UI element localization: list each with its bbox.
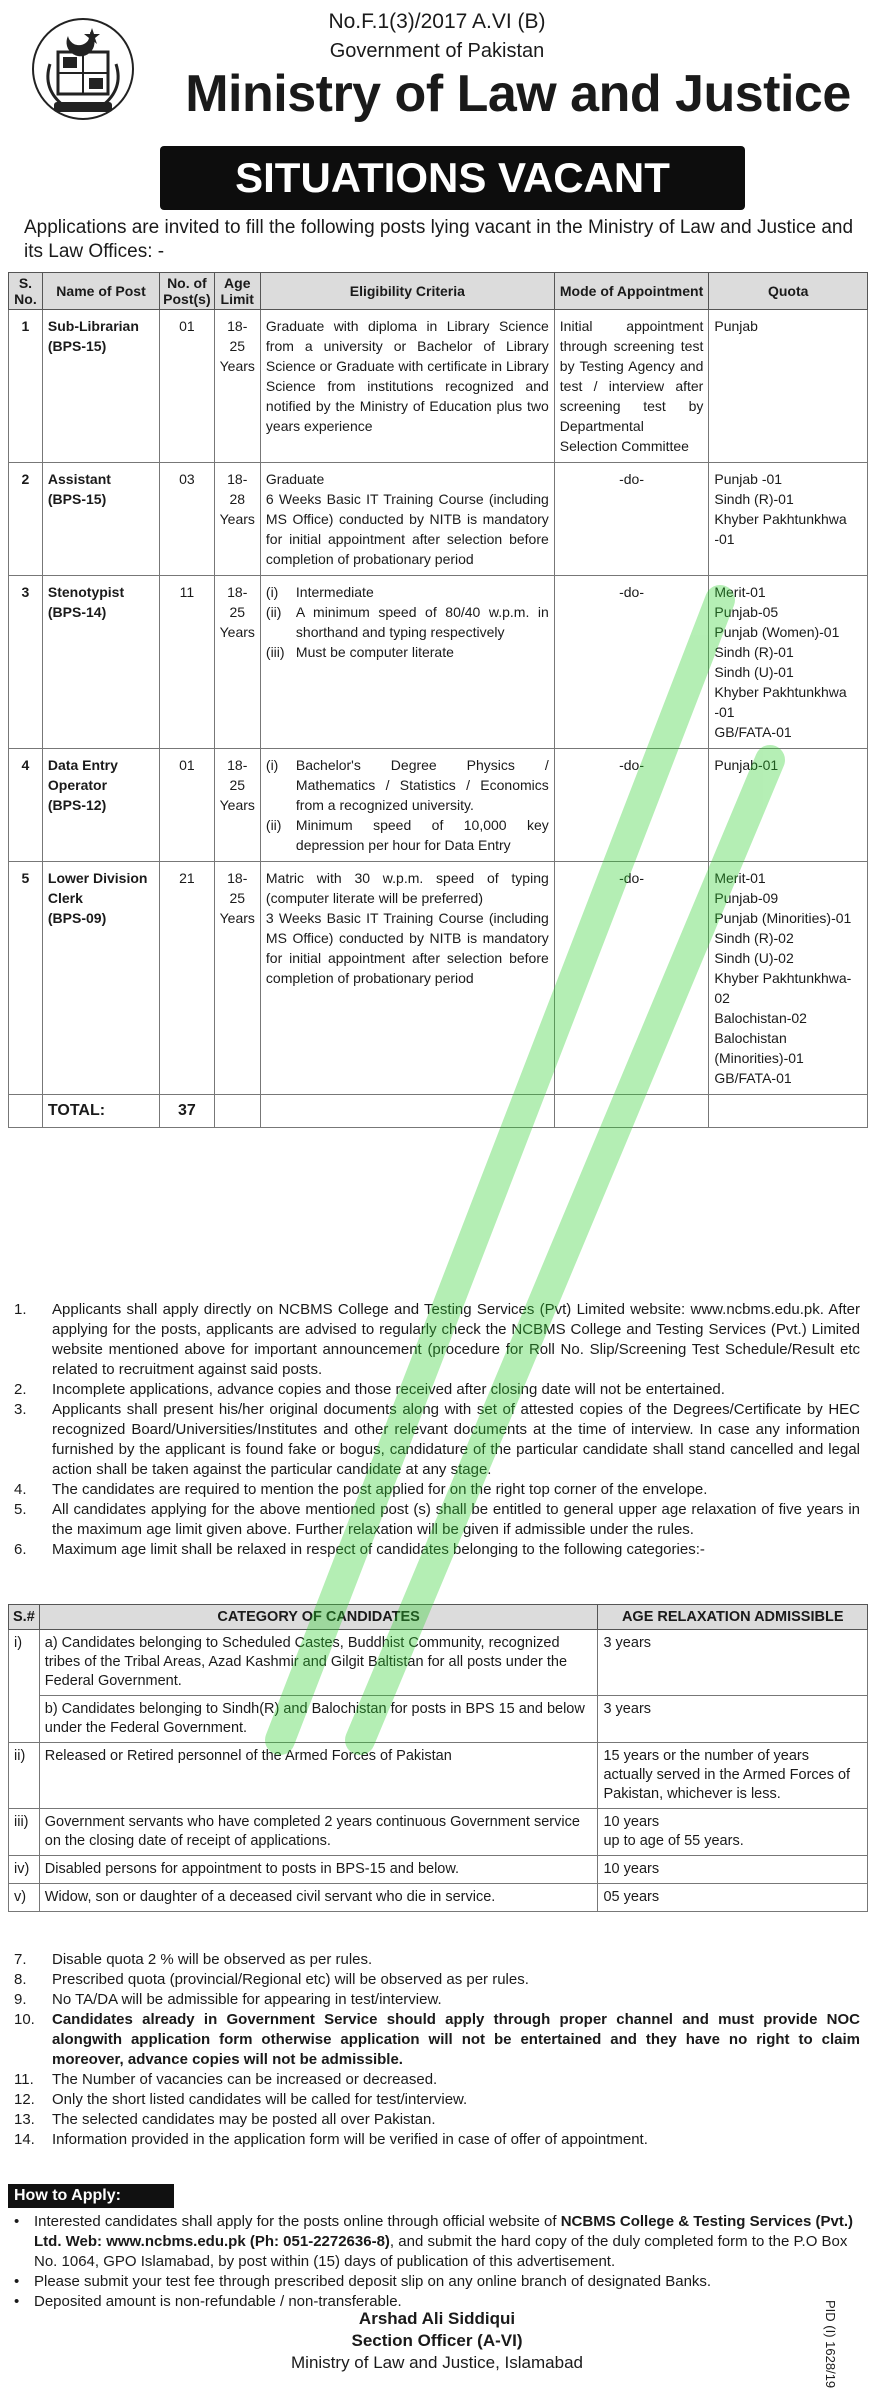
post-title: Lower Division Clerk (47, 870, 148, 906)
note-text: Information provided in the application form will be verified in case of offer of appointment. (52, 2131, 648, 2148)
post-title: Sub-Librarian (47, 318, 139, 334)
post-name (42, 749, 159, 862)
note-item (14, 1380, 860, 1400)
quota-item: Khyber Pakhtunkhwa -01 (714, 684, 847, 720)
criteria-item-text: Minimum speed of 10,000 key depression per hour for Data Entry (295, 817, 549, 853)
quota-item: GB/FATA-01 (714, 1070, 792, 1086)
ncbms-contact: NCBMS College & Testing Services (Pvt.) Ltd. Web: www.ncbms.edu.pk (Ph: 051-2272636-8) (34, 2213, 854, 2250)
post-sno: 3 (9, 576, 43, 749)
category-row (9, 1743, 868, 1809)
note-text: The candidates are required to mention the post applied for on the right top corner of the envelope. (52, 1481, 708, 1498)
category-relax: 3 years (598, 1696, 868, 1743)
quota-item: Punjab -01 (714, 471, 783, 487)
note-text: Applicants shall apply directly on NCBMS College and Testing Services (Pvt) Limited website: www.ncbms.edu.pk. After applying for the posts, applicants are advised to regularly check the NCBMS College and Testing Services (Pvt.) Limited website mentioned above for important announcement (procedure for Roll No. Slip/Screening Test Schedule/Result etc related to recruitment against said posts. (52, 1301, 860, 1378)
note-number: 1. (14, 1301, 27, 1318)
how-to-item-text (34, 2212, 860, 2272)
quota-item: Punjab (714, 318, 758, 334)
criteria-item (266, 755, 549, 815)
post-count: 21 (160, 862, 214, 1095)
post-title: Stenotypist (47, 584, 125, 600)
note-text: Only the short listed candidates will be called for test/interview. (52, 2091, 468, 2108)
category-row (9, 1856, 868, 1884)
criteria-item-number: (ii) (265, 817, 282, 833)
how-to-item (14, 2272, 860, 2292)
category-relax (598, 1743, 868, 1809)
post-count: 11 (160, 576, 214, 749)
quota-item: Punjab-05 (714, 604, 779, 620)
quota-item: Punjab-09 (714, 890, 779, 906)
bullet-icon: • (14, 2293, 20, 2310)
quota-item: Sindh (R)-02 (714, 930, 794, 946)
category-sno: i) (9, 1630, 40, 1743)
posts-table-header (9, 273, 868, 310)
category-text: Released or Retired personnel of the Armed Forces of Pakistan (39, 1743, 598, 1809)
post-row (9, 749, 868, 862)
government-title: Government of Pakistan (329, 40, 545, 62)
criteria-item (266, 642, 549, 662)
note-number: 3. (14, 1401, 27, 1418)
quota-item: Punjab (Minorities)-01 (714, 910, 852, 926)
how-to-apply-list (14, 2212, 860, 2312)
how-to-item1-part1: Interested candidates shall apply for the posts online through official website of (34, 2213, 561, 2230)
quota-item: Balochistan-02 (714, 1010, 807, 1026)
post-row (9, 862, 868, 1095)
note-number: 11. (14, 2071, 34, 2088)
criteria-line: Matric with 30 w.p.m. speed of typing (computer literate will be preferred) (265, 870, 549, 906)
total-value: 37 (160, 1095, 214, 1128)
category-text: a) Candidates belonging to Scheduled Castes, Buddhist Community, recognized tribes of the Tribal Areas, Azad Kashmir and Gilgit Baltistan for all posts under the Federal Government. (39, 1630, 598, 1696)
post-name (42, 310, 159, 463)
quota-item: Khyber Pakhtunkhwa-02 (714, 970, 852, 1006)
how-to-apply-heading: How to Apply: (8, 2184, 174, 2208)
header-mode: Mode of Appointment (554, 273, 709, 310)
post-age: 18-25 Years (214, 310, 260, 463)
reference-number: No.F.1(3)/2017 A.VI (B) (328, 10, 546, 33)
post-sno: 1 (9, 310, 43, 463)
header-age: Age Limit (214, 273, 260, 310)
post-name (42, 463, 159, 576)
category-relax: 3 years (598, 1630, 868, 1696)
post-quota (709, 862, 868, 1095)
total-row (9, 1095, 868, 1128)
posts-table (8, 272, 868, 1128)
post-bps: (BPS-15) (47, 491, 107, 507)
category-sno: ii) (9, 1743, 40, 1809)
quota-item: Punjab (Women)-01 (714, 624, 840, 640)
criteria-line: 3 Weeks Basic IT Training Course (including MS Office) conducted by NITB is mandatory for initial appointment after selection before completion of probationary period (265, 910, 549, 986)
bullet-icon: • (14, 2213, 20, 2230)
category-text: Government servants who have completed 2 years continuous Government service on the closing date of receipt of applications. (39, 1809, 598, 1856)
category-relax-line: 15 years or the number of years actually served in the Armed Forces of Pakistan, whichever is less. (603, 1748, 851, 1802)
post-name (42, 862, 159, 1095)
category-row (9, 1809, 868, 1856)
note-number: 2. (14, 1381, 27, 1398)
category-sno: iv) (9, 1856, 40, 1884)
header-name: Name of Post (42, 273, 159, 310)
post-sno: 4 (9, 749, 43, 862)
criteria-item-text: A minimum speed of 80/40 w.p.m. in shorthand and typing respectively (295, 604, 549, 640)
note-item (14, 2130, 860, 2150)
header-posts: No. of Post(s) (160, 273, 214, 310)
post-title: Assistant (47, 471, 111, 487)
category-row (9, 1696, 868, 1743)
note-number: 9. (14, 1991, 27, 2008)
criteria-item (266, 602, 549, 642)
note-text: Maximum age limit shall be relaxed in respect of candidates belonging to the following categories:- (52, 1541, 705, 1558)
category-relax-line: up to age of 55 years. (603, 1833, 744, 1849)
criteria-item-number: (ii) (265, 604, 282, 620)
quota-item: Khyber Pakhtunkhwa -01 (714, 511, 847, 547)
post-mode: -do- (554, 749, 709, 862)
quota-item: Punjab-01 (714, 757, 779, 773)
note-text: Applicants shall present his/her original documents along with set of attested copies of the Degrees/Certificate by HEC recognized Board/Universities/Institutes and other relevant documents at the time of interview. In case any information furnished by the applicant is found fake or bogus, candidature of the particular candidate shall stand cancelled and legal action shall be taken against the particular candidate at any stage. (52, 1401, 860, 1478)
quota-item: Merit-01 (714, 870, 766, 886)
note-text: All candidates applying for the above mentioned post (s) shall be entitled to general upper age relaxation of five years in the maximum age limit given above. Further relaxation will be given if admissible under the rules. (52, 1501, 860, 1538)
post-row (9, 576, 868, 749)
note-number: 4. (14, 1481, 27, 1498)
note-number: 14. (14, 2131, 35, 2148)
signatory-title: Section Officer (A-VI) (351, 2331, 523, 2350)
post-age: 18-25 Years (214, 576, 260, 749)
note-number: 6. (14, 1541, 27, 1558)
post-count: 03 (160, 463, 214, 576)
quota-item: Sindh (R)-01 (714, 644, 794, 660)
post-name (42, 576, 159, 749)
note-number: 5. (14, 1501, 27, 1518)
cat-header-category: CATEGORY OF CANDIDATES (39, 1605, 598, 1630)
header-sno: S. No. (9, 273, 43, 310)
notes-list (14, 1300, 860, 1560)
intro-paragraph: Applications are invited to fill the following posts lying vacant in the Ministry of Law and Justice and its Law Offices: - (24, 217, 854, 262)
situations-vacant-banner: SITUATIONS VACANT (160, 146, 745, 210)
note-item (14, 1970, 860, 1990)
post-mode: -do- (554, 576, 709, 749)
criteria-item-text: Intermediate (295, 584, 374, 600)
post-quota (709, 749, 868, 862)
criteria-line: Graduate with diploma in Library Science from a university or Bachelor of Library Science or Graduate with certificate in Library Science from institutions recognized and notified by the Ministry of Education plus two years experience (265, 318, 549, 434)
note-text: The selected candidates may be posted all over Pakistan. (52, 2111, 436, 2128)
post-age: 18-25 Years (214, 862, 260, 1095)
note-text: No TA/DA will be admissible for appearing in test/interview. (52, 1991, 442, 2008)
criteria-item-text: Must be computer literate (295, 644, 454, 660)
category-text: b) Candidates belonging to Sindh(R) and Balochistan for posts in BPS 15 and below under the Federal Government. (39, 1696, 598, 1743)
post-row (9, 463, 868, 576)
criteria-line: 6 Weeks Basic IT Training Course (including MS Office) conducted by NITB is mandatory for initial appointment after selection before completion of probationary period (265, 491, 549, 567)
category-relax (598, 1809, 868, 1856)
quota-item: Balochistan (Minorities)-01 (714, 1030, 804, 1066)
category-relax (598, 1884, 868, 1912)
how-to-item-text: Please submit your test fee through prescribed deposit slip on any online branch of designated Banks. (34, 2273, 712, 2290)
pid-number: PID (I) 1628/19 (823, 2300, 838, 2388)
quota-item: Sindh (U)-02 (714, 950, 794, 966)
header-criteria: Eligibility Criteria (260, 273, 554, 310)
category-relax-line: 05 years (603, 1889, 660, 1905)
signature-block (0, 2308, 874, 2374)
category-text: Disabled persons for appointment to posts in BPS-15 and below. (39, 1856, 598, 1884)
criteria-list (266, 582, 549, 662)
post-title: Data Entry Operator (47, 757, 118, 793)
note-number: 7. (14, 1951, 27, 1968)
quota-item: Sindh (R)-01 (714, 491, 794, 507)
quota-item: GB/FATA-01 (714, 724, 792, 740)
header-quota: Quota (709, 273, 868, 310)
note-item (14, 2070, 860, 2090)
note-text: Prescribed quota (provincial/Regional etc) will be observed as per rules. (52, 1971, 529, 1988)
note-text: Candidates already in Government Service should apply through proper channel and must provide NOC alongwith application form otherwise application will not be entertained and they have no right to claim moreover, advance copies will not be admissible. (52, 2011, 860, 2068)
criteria-item-text: Bachelor's Degree Physics / Mathematics / Statistics / Economics from a recognized university. (295, 757, 549, 813)
quota-item: Merit-01 (714, 584, 766, 600)
note-number: 8. (14, 1971, 27, 1988)
note-item (14, 1990, 860, 2010)
how-to-item-text: Deposited amount is non-refundable / non-transferable. (34, 2293, 402, 2310)
post-criteria (260, 576, 554, 749)
post-bps: (BPS-14) (47, 604, 107, 620)
post-quota (709, 576, 868, 749)
age-relaxation-table (8, 1604, 868, 1912)
age-relaxation-header (9, 1605, 868, 1630)
category-relax (598, 1856, 868, 1884)
note-item (14, 1480, 860, 1500)
post-quota (709, 463, 868, 576)
post-criteria (260, 749, 554, 862)
category-sno: iii) (9, 1809, 40, 1856)
note-item (14, 1540, 860, 1560)
category-relax-line: 10 years (603, 1814, 660, 1830)
criteria-item (266, 582, 549, 602)
criteria-item (266, 815, 549, 855)
post-criteria (260, 310, 554, 463)
note-item (14, 1400, 860, 1480)
post-age: 18-25 Years (214, 749, 260, 862)
post-sno: 2 (9, 463, 43, 576)
how-to-item (14, 2212, 860, 2272)
note-number: 13. (14, 2111, 35, 2128)
total-label: TOTAL: (42, 1095, 159, 1128)
bullet-icon: • (14, 2273, 20, 2290)
post-bps: (BPS-12) (47, 797, 107, 813)
quota-item: Sindh (U)-01 (714, 664, 794, 680)
category-row (9, 1630, 868, 1696)
post-bps: (BPS-09) (47, 910, 107, 926)
ministry-title: Ministry of Law and Justice (185, 65, 851, 123)
post-criteria (260, 862, 554, 1095)
post-bps: (BPS-15) (47, 338, 107, 354)
post-criteria (260, 463, 554, 576)
criteria-item-number: (i) (265, 584, 279, 600)
post-age: 18-28 Years (214, 463, 260, 576)
note-item (14, 1300, 860, 1380)
post-quota (709, 310, 868, 463)
post-sno: 5 (9, 862, 43, 1095)
note-number: 12. (14, 2091, 35, 2108)
cat-header-sno: S.# (9, 1605, 40, 1630)
post-count: 01 (160, 310, 214, 463)
post-row (9, 310, 868, 463)
category-text: Widow, son or daughter of a deceased civil servant who die in service. (39, 1884, 598, 1912)
note-text: Disable quota 2 % will be observed as per rules. (52, 1951, 373, 1968)
note-text: The Number of vacancies can be increased or decreased. (52, 2071, 438, 2088)
signatory-name: Arshad Ali Siddiqui (358, 2309, 516, 2328)
criteria-item-number: (iii) (265, 644, 285, 660)
post-mode: Initial appointment through screening test by Testing Agency and test / interview after screening test by Departmental Selection Committee (554, 310, 709, 463)
post-count: 01 (160, 749, 214, 862)
note-number: 10. (14, 2011, 35, 2028)
category-sno: v) (9, 1884, 40, 1912)
post-mode: -do- (554, 463, 709, 576)
note-item (14, 1950, 860, 1970)
note-item (14, 2110, 860, 2130)
criteria-line: Graduate (265, 471, 325, 487)
note-item (14, 2010, 860, 2070)
signatory-office: Ministry of Law and Justice, Islamabad (291, 2353, 583, 2372)
criteria-item-number: (i) (265, 757, 279, 773)
category-relax-line: 10 years (603, 1861, 660, 1877)
post-mode: -do- (554, 862, 709, 1095)
notes-list-continued (14, 1950, 860, 2150)
category-row (9, 1884, 868, 1912)
how-to-item1-part3: , and submit the hard copy of the duly completed form to the P.O Box No. 1064, GPO Islamabad, by post within (15) days of publication of this advertisement. (34, 2233, 848, 2270)
note-item (14, 2090, 860, 2110)
criteria-list (266, 755, 549, 855)
cat-header-relax: AGE RELAXATION ADMISSIBLE (598, 1605, 868, 1630)
note-item (14, 1500, 860, 1540)
note-text: Incomplete applications, advance copies and those received after closing date will not be entertained. (52, 1381, 725, 1398)
